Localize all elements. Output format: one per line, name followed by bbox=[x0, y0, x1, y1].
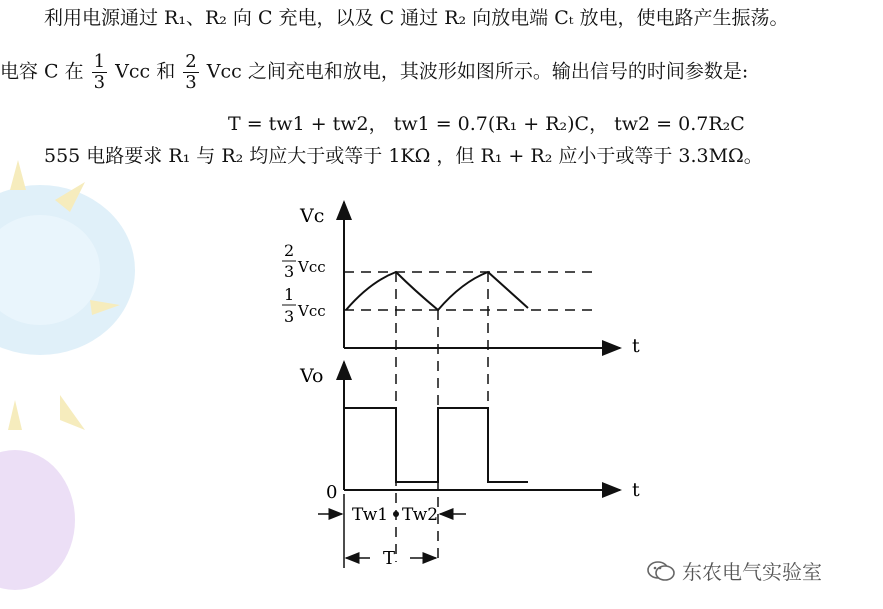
line2-suffix: 之间充电和放电，其波形如图所示。输出信号的时间参数是: bbox=[247, 60, 749, 83]
one-third-num: 1 bbox=[284, 285, 295, 304]
two-thirds-den: 3 bbox=[284, 262, 295, 281]
wechat-icon bbox=[646, 559, 676, 583]
fraction-two-thirds: $\frac{2}{3}$ bbox=[185, 51, 197, 93]
watermark-text: 东农电气实验室 bbox=[682, 560, 822, 584]
t-axis-label-top: t bbox=[632, 335, 640, 357]
formula-line: T = tw1 + tw2， tw1 = 0.7(R₁ + R₂)C， tw2 = 0.7R₂C bbox=[228, 113, 745, 135]
origin-label: 0 bbox=[326, 482, 338, 503]
tw2-label: Tw2 bbox=[402, 505, 439, 525]
vcc-text-2: Vcc bbox=[206, 60, 242, 83]
watermark bbox=[646, 556, 822, 585]
paragraph-line-4: 555 电路要求 R₁ 与 R₂ 均应大于或等于 1KΩ ，但 R₁ + R₂ 应小于或等于 3.3MΩ。 bbox=[44, 145, 763, 167]
tw-dim-dot bbox=[393, 511, 399, 517]
paragraph-line-1: 利用电源通过 R₁、R₂ 向 C 充电，以及 C 通过 R₂ 向放电端 Cₜ 放电，使电路产生振荡。 bbox=[44, 7, 789, 29]
period-label: T bbox=[383, 548, 396, 569]
line2-prefix: 电容 C 在 bbox=[0, 60, 84, 83]
line2-mid: 和 bbox=[156, 60, 176, 83]
output-square-wave bbox=[344, 408, 528, 482]
t-axis-label-bottom: t bbox=[632, 479, 640, 501]
capacitor-voltage-curve bbox=[346, 272, 528, 310]
fraction-one-third: $\frac{1}{3}$ bbox=[93, 51, 106, 93]
one-third-den: 3 bbox=[284, 307, 295, 326]
vcc-text-1: Vcc bbox=[115, 60, 151, 83]
vo-axis-label: Vo bbox=[300, 365, 324, 387]
vc-axis-label: Vc bbox=[300, 205, 325, 227]
tw1-label: Tw1 bbox=[352, 505, 389, 525]
two-thirds-unit: Vcc bbox=[298, 258, 326, 276]
two-thirds-num: 2 bbox=[284, 241, 295, 260]
one-third-unit: Vcc bbox=[298, 302, 326, 320]
